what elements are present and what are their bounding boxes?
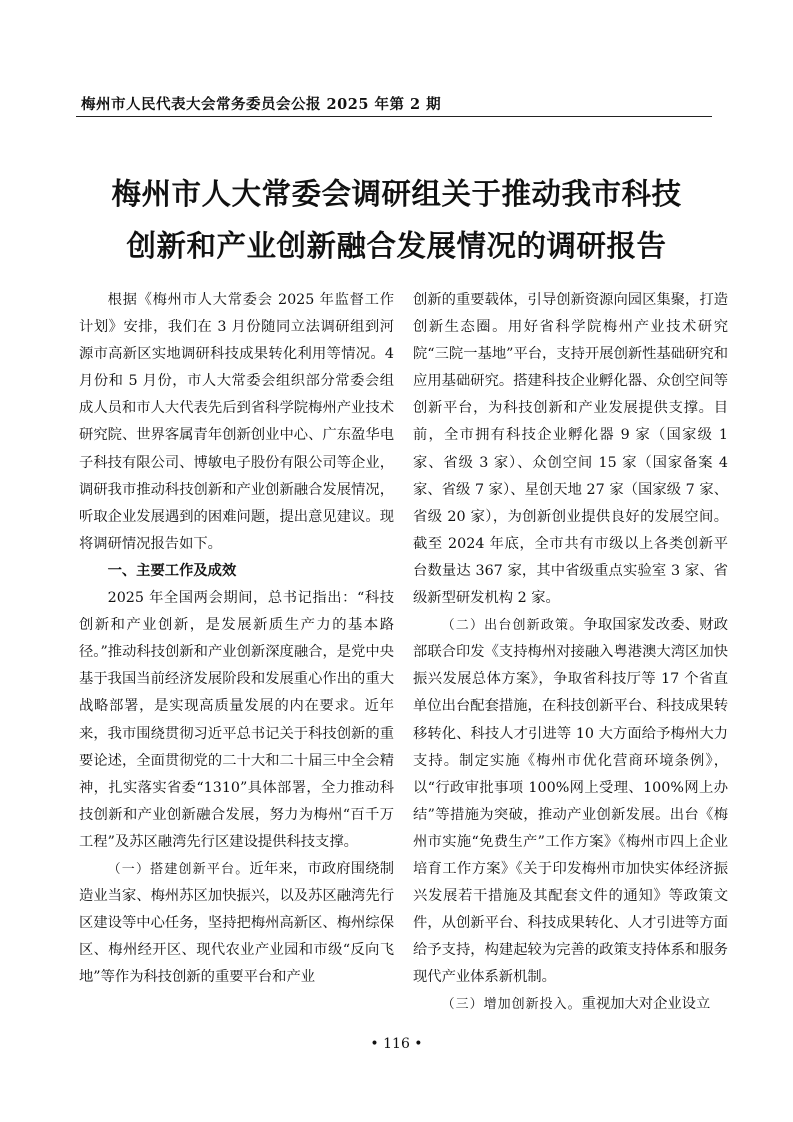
report-title-line-2: 创新和产业创新融合发展情况的调研报告 [126, 228, 667, 263]
platform-paragraph [79, 856, 394, 991]
bulletin-header: 梅州市人民代表大会常务委员会公报 2025 年第 2 期 [81, 96, 442, 113]
investment-paragraph [413, 991, 728, 1018]
header-divider [76, 116, 712, 117]
background-paragraph: 2025 年全国两会期间，总书记指出：“科技创新和产业创新，是发展新质生产力的基本路径。”推动科技创新和产业创新深度融合，是党中央基于我国当前经济发展阶段和发展重心作出的重大战略部署，是实现高质量发展的内在要求。近年来，我市围绕贯彻习近平总书记关于科技创新的重要论述，全面贯彻党的二十大和二十届三中全会精神，扎实落实省委“1310”具体部署，全力推动科技创新和产业创新融合发展，努力为梅州“百千万工程”及苏区融湾先行区建设提供科技支撑。 [79, 590, 394, 850]
policy-paragraph [413, 612, 728, 991]
intro-paragraph: 根据《梅州市人大常委会 2025 年监督工作计划》安排，我们在 3 月份随同立法调研组到河源市高新区实地调研科技成果转化利用等情况。4 月份和 5 月份，市人大常委会组织部分常委会组成人员和市人大代表先后到省科学院梅州产业技术研究院、世界客属青年创新创业中心、广东盈华电子科技有限公司、博敏电子股份有限公司等企业，调研我市推动科技创新和产业创新融合发展情况，听取企业发展遇到的困难问题，提出意见建议。现将调研情况报告如下。 [79, 292, 394, 552]
left-column [79, 287, 394, 991]
policy-body: 争取国家发改委、财政部联合印发《支持梅州对接融入粤港澳大湾区加快振兴发展总体方案》，争取省科技厅等 17 个省直单位出台配套措施，在科技创新平台、科技成果转移转化、科技人才引进等 10 大方面给予梅州大力支持。制定实施《梅州市优化营商环境条例》，以“行政审批事项 100%网上受理、100%网上办结”等措施为突破，推动产业创新发展。出台《梅州市实施“免费生产”工作方案》《梅州市四上企业培育工作方案》《关于印发梅州市加快实体经济振兴发展若干措施及其配套文件的通知》等政策文件，从创新平台、科技成果转化、人才引进等方面给予支持，构建起较为完善的政策支持体系和服务现代产业体系新机制。 [413, 617, 728, 986]
policy-lead-in: （二）出台创新政策。 [441, 618, 584, 634]
investment-lead-in: （三）增加创新投入。 [441, 997, 582, 1013]
platform-lead-in: （一）搭建创新平台。 [107, 861, 250, 877]
investment-body: 重视加大对企业设立 [581, 996, 711, 1013]
platform-continued-paragraph: 创新的重要载体，引导创新资源向园区集聚，打造创新生态圈。用好省科学院梅州产业技术研究院“三院一基地”平台，支持开展创新性基础研究和应用基础研究。搭建科技企业孵化器、众创空间等创新平台，为科技创新和产业发展提供支撑。目前，全市拥有科技企业孵化器 9 家（国家级 1 家、省级 3 家）、众创空间 15 家（国家备案 4 家、省级 7 家）、星创天地 27 家（国家级 7 家、省级 20 家），为创新创业提供良好的发展空间。截至 2024 年底，全市共有市级以上各类创新平台数量达 367 家，其中省级重点实验室 3 家、省级新型研发机构 2 家。 [413, 292, 728, 607]
section-heading-main-work: 一、主要工作及成效 [107, 562, 237, 579]
page-number: • 116 • [370, 1036, 423, 1052]
right-column [413, 287, 728, 1019]
report-title-line-1: 梅州市人大常委会调研组关于推动我市科技 [111, 176, 682, 211]
platform-body: 近年来，市政府围绕制造业当家、梅州苏区加快振兴，以及苏区融湾先行区建设等中心任务，坚持把梅州高新区、梅州综保区、梅州经开区、现代农业产业园和市级“反向飞地”等作为科技创新的重要平台和产业 [79, 860, 394, 986]
